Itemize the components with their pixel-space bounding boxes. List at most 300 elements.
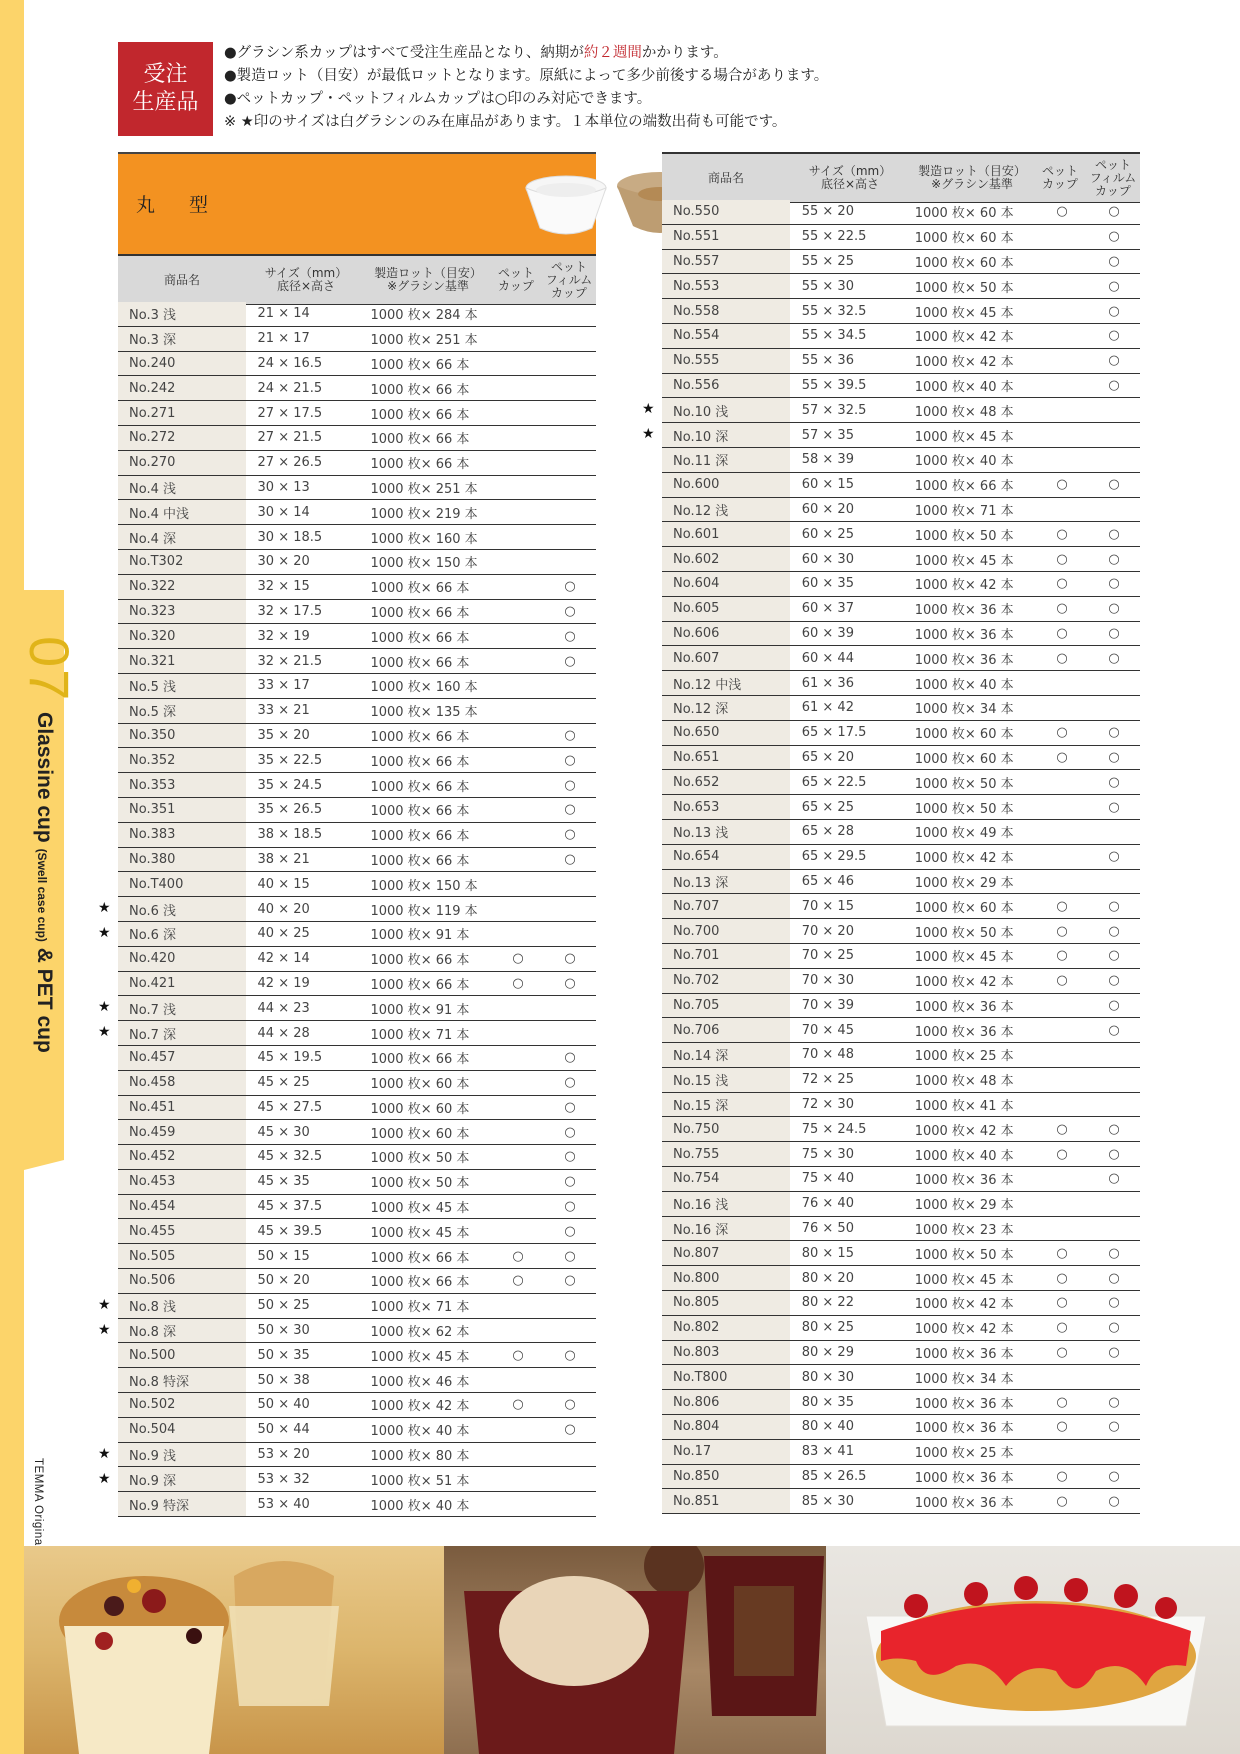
product-size: 80 × 22 — [790, 1291, 907, 1316]
available-mark: ○ — [1056, 1295, 1068, 1311]
production-lot: 1000 枚× 66 本 — [362, 1244, 492, 1269]
pet-cup-cell — [492, 475, 544, 500]
pet-cup-cell — [492, 326, 544, 351]
pet-cup-cell — [492, 1467, 544, 1492]
pet-cup-cell — [492, 1343, 544, 1368]
pet-cup-cell — [1036, 894, 1088, 919]
available-mark: ○ — [1108, 278, 1120, 294]
available-mark: ○ — [1056, 650, 1068, 666]
pet-cup-cell — [1036, 919, 1088, 944]
available-mark: ○ — [564, 951, 576, 967]
production-lot: 1000 枚× 49 本 — [907, 819, 1036, 844]
product-size: 60 × 39 — [790, 621, 907, 646]
production-lot: 1000 枚× 36 本 — [907, 1390, 1036, 1415]
product-size: 75 × 30 — [790, 1142, 907, 1167]
table-row — [662, 1167, 1140, 1192]
available-mark: ○ — [512, 1397, 524, 1413]
available-mark: ○ — [1108, 923, 1120, 939]
pet-cup-cell — [1036, 299, 1088, 324]
production-lot: 1000 枚× 66 本 — [362, 797, 492, 822]
pet-film-cup-cell — [1088, 1092, 1140, 1117]
pet-film-cup-cell — [1088, 398, 1140, 423]
table-row — [118, 1095, 596, 1120]
production-lot: 1000 枚× 36 本 — [907, 1340, 1036, 1365]
pet-film-cup-cell — [544, 723, 596, 748]
pet-film-cup-cell — [1088, 299, 1140, 324]
production-lot: 1000 枚× 50 本 — [362, 1169, 492, 1194]
pet-cup-cell — [492, 599, 544, 624]
pet-cup-cell — [492, 401, 544, 426]
pet-cup-cell — [1036, 745, 1088, 770]
product-name: No.601 — [662, 522, 790, 547]
table-row — [118, 624, 596, 649]
production-lot: 1000 枚× 60 本 — [362, 1120, 492, 1145]
table-row — [118, 822, 596, 847]
col-film: ペット フィルム カップ — [1089, 157, 1137, 198]
product-size: 45 × 30 — [246, 1120, 363, 1145]
product-name: No.13 浅 — [662, 819, 790, 844]
pet-cup-cell — [492, 1120, 544, 1145]
pet-film-cup-cell — [544, 326, 596, 351]
available-mark: ○ — [564, 1273, 576, 1289]
section-header — [118, 152, 596, 256]
production-lot: 1000 枚× 40 本 — [907, 373, 1036, 398]
table-row — [662, 200, 1140, 224]
photo-strip — [24, 1546, 1240, 1754]
pet-cup-cell — [1036, 1067, 1088, 1092]
product-size: 65 × 22.5 — [790, 770, 907, 795]
product-name: No.T400 — [118, 872, 246, 897]
product-name: No.459 — [118, 1120, 246, 1145]
production-lot: 1000 枚× 29 本 — [907, 869, 1036, 894]
pet-film-cup-cell — [544, 1219, 596, 1244]
pet-cup-cell — [1036, 596, 1088, 621]
available-mark: ○ — [1108, 1121, 1120, 1137]
production-lot: 1000 枚× 45 本 — [362, 1219, 492, 1244]
chocolate-illustration — [444, 1546, 826, 1754]
table-row — [118, 1343, 596, 1368]
available-mark: ○ — [1108, 1320, 1120, 1336]
product-size: 21 × 17 — [246, 326, 363, 351]
table-row — [662, 993, 1140, 1018]
production-lot: 1000 枚× 60 本 — [907, 720, 1036, 745]
product-size: 80 × 25 — [790, 1315, 907, 1340]
pet-film-cup-cell — [544, 1095, 596, 1120]
pet-film-cup-cell — [1088, 1067, 1140, 1092]
product-size: 27 × 26.5 — [246, 450, 363, 475]
table-row — [662, 943, 1140, 968]
product-size: 50 × 35 — [246, 1343, 363, 1368]
pet-cup-cell — [492, 847, 544, 872]
product-size: 65 × 25 — [790, 795, 907, 820]
table-row — [662, 1291, 1140, 1316]
product-size: 85 × 30 — [790, 1489, 907, 1514]
star-icon: ★ — [642, 401, 655, 418]
product-name: No.10 深 — [662, 423, 790, 448]
table-row — [662, 646, 1140, 671]
pet-cup-cell — [1036, 373, 1088, 398]
product-name: No.T302 — [118, 549, 246, 574]
product-name: No.504 — [118, 1417, 246, 1442]
pet-cup-cell — [492, 1145, 544, 1170]
production-lot: 1000 枚× 66 本 — [362, 971, 492, 996]
pet-cup-cell — [492, 1194, 544, 1219]
production-lot: 1000 枚× 66 本 — [362, 351, 492, 376]
table-row — [118, 1169, 596, 1194]
product-size: 55 × 20 — [790, 200, 907, 224]
product-name: No.755 — [662, 1142, 790, 1167]
star-icon: ★ — [642, 426, 655, 443]
production-lot: 1000 枚× 160 本 — [362, 673, 492, 698]
production-lot: 1000 枚× 36 本 — [907, 1018, 1036, 1043]
product-name: No.7 浅 — [118, 996, 246, 1021]
available-mark: ○ — [564, 1050, 576, 1066]
pet-film-cup-cell — [1088, 249, 1140, 274]
table-row — [662, 1241, 1140, 1266]
production-lot: 1000 枚× 40 本 — [362, 1417, 492, 1442]
table-row — [662, 844, 1140, 869]
table-row — [662, 671, 1140, 696]
production-lot: 1000 枚× 91 本 — [362, 996, 492, 1021]
product-name: No.556 — [662, 373, 790, 398]
product-size: 70 × 39 — [790, 993, 907, 1018]
product-size: 50 × 20 — [246, 1269, 363, 1294]
pet-film-cup-cell — [1088, 596, 1140, 621]
pet-film-cup-cell — [544, 1244, 596, 1269]
table-row — [662, 571, 1140, 596]
pet-cup-cell — [1036, 869, 1088, 894]
pet-film-cup-cell — [1088, 1043, 1140, 1068]
pet-film-cup-cell — [544, 351, 596, 376]
available-mark: ○ — [1108, 526, 1120, 542]
product-name: No.9 特深 — [118, 1492, 246, 1517]
pet-cup-cell — [492, 773, 544, 798]
pet-film-cup-cell — [544, 1467, 596, 1492]
available-mark: ○ — [1108, 551, 1120, 567]
pet-film-cup-cell — [1088, 1291, 1140, 1316]
product-name: No.701 — [662, 943, 790, 968]
production-lot: 1000 枚× 66 本 — [362, 401, 492, 426]
available-mark: ○ — [564, 1075, 576, 1091]
section-title: 丸 型 — [136, 194, 223, 216]
table-row — [118, 797, 596, 822]
pet-cup-cell — [1036, 571, 1088, 596]
product-size: 21 × 14 — [246, 302, 363, 326]
table-row — [662, 1018, 1140, 1043]
product-name: No.700 — [662, 919, 790, 944]
pet-cup-cell — [1036, 547, 1088, 572]
pet-cup-cell — [1036, 398, 1088, 423]
available-mark: ○ — [1056, 973, 1068, 989]
available-mark: ○ — [1108, 749, 1120, 765]
pet-cup-cell — [1036, 1464, 1088, 1489]
pet-film-cup-cell — [1088, 1018, 1140, 1043]
pet-film-cup-cell — [1088, 497, 1140, 522]
production-lot: 1000 枚× 42 本 — [907, 323, 1036, 348]
pet-film-cup-cell — [1088, 224, 1140, 249]
production-lot: 1000 枚× 66 本 — [362, 748, 492, 773]
table-row — [662, 869, 1140, 894]
pet-cup-cell — [1036, 200, 1088, 224]
product-size: 38 × 18.5 — [246, 822, 363, 847]
production-lot: 1000 枚× 45 本 — [907, 423, 1036, 448]
available-mark: ○ — [564, 802, 576, 818]
pet-film-cup-cell — [1088, 1390, 1140, 1415]
table-row — [118, 1393, 596, 1418]
product-name: No.321 — [118, 649, 246, 674]
product-name: No.351 — [118, 797, 246, 822]
available-mark: ○ — [1108, 725, 1120, 741]
pet-cup-cell — [1036, 1266, 1088, 1291]
available-mark: ○ — [564, 579, 576, 595]
product-size: 40 × 20 — [246, 897, 363, 922]
product-size: 45 × 37.5 — [246, 1194, 363, 1219]
pet-film-cup-cell — [1088, 894, 1140, 919]
production-lot: 1000 枚× 46 本 — [362, 1368, 492, 1393]
pet-film-cup-cell — [544, 574, 596, 599]
available-mark: ○ — [1056, 204, 1068, 220]
pet-cup-cell — [1036, 1142, 1088, 1167]
product-name: No.804 — [662, 1415, 790, 1440]
production-lot: 1000 枚× 41 本 — [907, 1092, 1036, 1117]
table-row — [662, 472, 1140, 497]
product-size: 65 × 20 — [790, 745, 907, 770]
production-lot: 1000 枚× 60 本 — [907, 200, 1036, 224]
product-name: No.352 — [118, 748, 246, 773]
pet-film-cup-cell — [544, 549, 596, 574]
table-row — [662, 770, 1140, 795]
production-lot: 1000 枚× 40 本 — [907, 671, 1036, 696]
table-row — [662, 894, 1140, 919]
production-lot: 1000 枚× 25 本 — [907, 1043, 1036, 1068]
available-mark: ○ — [564, 653, 576, 669]
pet-film-cup-cell — [1088, 1365, 1140, 1390]
product-name: No.10 浅 — [662, 398, 790, 423]
product-name: No.4 深 — [118, 525, 246, 550]
available-mark: ○ — [1108, 774, 1120, 790]
table-row — [118, 1467, 596, 1492]
production-lot: 1000 枚× 66 本 — [362, 1045, 492, 1070]
production-lot: 1000 枚× 50 本 — [907, 770, 1036, 795]
available-mark: ○ — [1056, 1121, 1068, 1137]
available-mark: ○ — [564, 975, 576, 991]
pet-cup-cell — [1036, 1439, 1088, 1464]
table-row — [118, 401, 596, 426]
available-mark: ○ — [512, 1273, 524, 1289]
pet-cup-cell — [492, 450, 544, 475]
table-row — [118, 1417, 596, 1442]
table-row — [662, 1117, 1140, 1142]
table-row — [662, 795, 1140, 820]
product-size: 32 × 15 — [246, 574, 363, 599]
product-name: No.350 — [118, 723, 246, 748]
production-lot: 1000 枚× 42 本 — [907, 571, 1036, 596]
product-size: 57 × 32.5 — [790, 398, 907, 423]
production-lot: 1000 枚× 48 本 — [907, 1067, 1036, 1092]
production-lot: 1000 枚× 29 本 — [907, 1191, 1036, 1216]
pet-film-cup-cell — [544, 773, 596, 798]
production-lot: 1000 枚× 66 本 — [362, 822, 492, 847]
product-name: No.802 — [662, 1315, 790, 1340]
available-mark: ○ — [1108, 477, 1120, 493]
pet-cup-cell — [492, 872, 544, 897]
pet-film-cup-cell — [1088, 795, 1140, 820]
pet-cup-cell — [492, 1368, 544, 1393]
pet-film-cup-cell — [1088, 1439, 1140, 1464]
production-lot: 1000 枚× 60 本 — [907, 249, 1036, 274]
product-size: 55 × 22.5 — [790, 224, 907, 249]
pet-film-cup-cell — [1088, 919, 1140, 944]
pet-cup-cell — [1036, 1092, 1088, 1117]
product-size: 55 × 34.5 — [790, 323, 907, 348]
product-name: No.15 深 — [662, 1092, 790, 1117]
product-size: 65 × 28 — [790, 819, 907, 844]
product-size: 85 × 26.5 — [790, 1464, 907, 1489]
pet-film-cup-cell — [544, 302, 596, 326]
product-name: No.16 深 — [662, 1216, 790, 1241]
product-size: 55 × 36 — [790, 348, 907, 373]
table-row — [662, 1266, 1140, 1291]
available-mark: ○ — [1108, 898, 1120, 914]
pet-cup-cell — [1036, 497, 1088, 522]
product-name: No.8 特深 — [118, 1368, 246, 1393]
available-mark: ○ — [1108, 625, 1120, 641]
table-row — [118, 1244, 596, 1269]
table-row — [118, 525, 596, 550]
pet-cup-cell — [1036, 844, 1088, 869]
product-size: 60 × 15 — [790, 472, 907, 497]
table-row — [118, 1368, 596, 1393]
table-row — [662, 348, 1140, 373]
product-name: No.502 — [118, 1393, 246, 1418]
production-lot: 1000 枚× 119 本 — [362, 897, 492, 922]
product-name: No.551 — [662, 224, 790, 249]
table-row — [118, 872, 596, 897]
product-size: 80 × 40 — [790, 1415, 907, 1440]
table-row — [118, 971, 596, 996]
product-size: 30 × 20 — [246, 549, 363, 574]
pet-film-cup-cell — [544, 1417, 596, 1442]
available-mark: ○ — [564, 1124, 576, 1140]
product-size: 35 × 20 — [246, 723, 363, 748]
available-mark: ○ — [1108, 1245, 1120, 1261]
product-size: 70 × 15 — [790, 894, 907, 919]
pet-film-cup-cell — [544, 1293, 596, 1318]
production-lot: 1000 枚× 66 本 — [362, 649, 492, 674]
product-name: No.4 浅 — [118, 475, 246, 500]
table-row — [662, 1191, 1140, 1216]
product-name: No.322 — [118, 574, 246, 599]
table-row — [118, 549, 596, 574]
available-mark: ○ — [1056, 1270, 1068, 1286]
star-icon: ★ — [98, 1445, 111, 1462]
muffin-illustration — [24, 1546, 444, 1754]
table-row — [118, 698, 596, 723]
pet-film-cup-cell — [544, 1120, 596, 1145]
chapter-subtitle: (Swell case cup) — [35, 848, 49, 942]
product-name: No.320 — [118, 624, 246, 649]
product-name: No.13 深 — [662, 869, 790, 894]
pet-film-cup-cell — [544, 376, 596, 401]
pet-cup-cell — [1036, 224, 1088, 249]
chocolate-photo — [444, 1546, 826, 1754]
pet-cup-cell — [492, 1045, 544, 1070]
note-line: ●グラシン系カップはすべて受注生産品となり、納期が約２週間かかります。 — [224, 45, 728, 61]
table-row — [118, 574, 596, 599]
table-row — [662, 919, 1140, 944]
table-row — [118, 376, 596, 401]
pet-cup-cell — [1036, 695, 1088, 720]
pet-film-cup-cell — [1088, 447, 1140, 472]
production-lot: 1000 枚× 45 本 — [907, 547, 1036, 572]
available-mark: ○ — [1108, 1146, 1120, 1162]
eclair-illustration — [826, 1546, 1240, 1754]
product-size: 32 × 21.5 — [246, 649, 363, 674]
pet-cup-cell — [492, 1095, 544, 1120]
star-icon: ★ — [98, 1470, 111, 1487]
product-name: No.607 — [662, 646, 790, 671]
muffin-photo — [24, 1546, 444, 1754]
available-mark: ○ — [1108, 204, 1120, 220]
product-size: 38 × 21 — [246, 847, 363, 872]
available-mark: ○ — [564, 1199, 576, 1215]
available-mark: ○ — [564, 1397, 576, 1413]
available-mark: ○ — [1108, 1469, 1120, 1485]
production-lot: 1000 枚× 60 本 — [907, 894, 1036, 919]
pet-film-cup-cell — [1088, 1117, 1140, 1142]
production-lot: 1000 枚× 60 本 — [907, 745, 1036, 770]
pet-cup-cell — [1036, 1167, 1088, 1192]
chapter-title — [32, 712, 56, 1053]
production-lot: 1000 枚× 42 本 — [907, 348, 1036, 373]
pet-film-cup-cell — [544, 500, 596, 525]
pet-cup-cell — [1036, 274, 1088, 299]
available-mark: ○ — [1108, 849, 1120, 865]
table-row — [662, 596, 1140, 621]
product-size: 45 × 25 — [246, 1070, 363, 1095]
col-film: ペット フィルム カップ — [545, 259, 593, 300]
pet-cup-cell — [1036, 1018, 1088, 1043]
pet-cup-cell — [1036, 1291, 1088, 1316]
product-size: 60 × 30 — [790, 547, 907, 572]
product-name: No.550 — [662, 200, 790, 224]
product-name: No.12 深 — [662, 695, 790, 720]
pet-film-cup-cell — [544, 401, 596, 426]
pet-cup-cell — [492, 1442, 544, 1467]
product-size: 40 × 25 — [246, 921, 363, 946]
production-lot: 1000 枚× 36 本 — [907, 621, 1036, 646]
note-highlight: 約２週間 — [583, 45, 642, 61]
note-line: ●ペットカップ・ペットフィルムカップは○印のみ対応できます。 — [224, 91, 652, 107]
pet-cup-cell — [1036, 472, 1088, 497]
pet-cup-cell — [492, 1417, 544, 1442]
note-line: ●製造ロット（目安）が最低ロットとなります。原紙によって多少前後する場合があります。 — [224, 68, 829, 84]
table-row — [662, 447, 1140, 472]
available-mark: ○ — [1108, 650, 1120, 666]
col-size: サイズ（mm） 底径×高さ — [264, 266, 348, 293]
production-lot: 1000 枚× 66 本 — [362, 425, 492, 450]
available-mark: ○ — [564, 851, 576, 867]
pet-film-cup-cell — [1088, 423, 1140, 448]
production-lot: 1000 枚× 36 本 — [907, 646, 1036, 671]
pet-film-cup-cell — [544, 525, 596, 550]
production-lot: 1000 枚× 66 本 — [362, 450, 492, 475]
made-to-order-badge — [118, 42, 213, 136]
pet-cup-cell — [1036, 1415, 1088, 1440]
product-size: 35 × 24.5 — [246, 773, 363, 798]
star-icon: ★ — [98, 925, 111, 941]
production-lot: 1000 枚× 36 本 — [907, 1415, 1036, 1440]
